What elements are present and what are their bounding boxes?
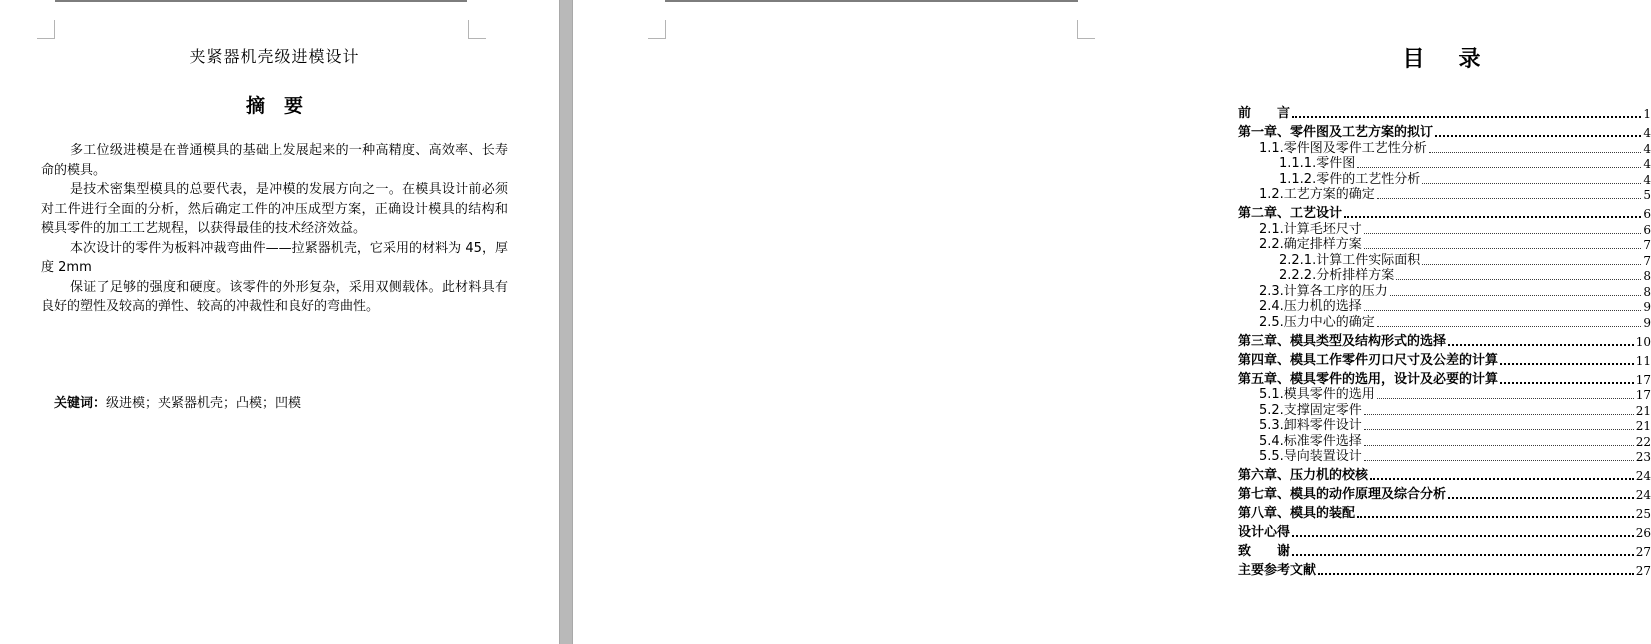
toc-entry[interactable]: [1238, 140, 1651, 156]
toc-entry[interactable]: [1238, 102, 1651, 121]
toc-entry[interactable]: [1238, 449, 1651, 465]
toc-entry-label: 5.4.标准零件选择: [1259, 433, 1362, 449]
toc-dot-leader: [1357, 516, 1634, 518]
toc-entry-label: 设计心得: [1238, 525, 1291, 540]
page-gap: [559, 0, 573, 644]
toc-dot-leader: [1364, 414, 1634, 415]
toc-entry-page-number: 24: [1635, 488, 1651, 502]
toc-entry-label: 2.1.计算毛坯尺寸: [1259, 221, 1362, 237]
toc-dot-leader: [1370, 478, 1634, 480]
toc-entry-label: 第五章、模具零件的选用，设计及必要的计算: [1238, 371, 1499, 387]
toc-entry-page-number: 11: [1635, 353, 1651, 368]
toc-entry-label: 第一章、零件图及工艺方案的拟订: [1238, 125, 1434, 140]
abstract-body: [41, 141, 508, 317]
toc-entry[interactable]: [1238, 171, 1651, 187]
toc-dot-leader: [1377, 326, 1642, 327]
toc-entry[interactable]: [1238, 464, 1651, 483]
toc-entry-label: 1.1.1.零件图: [1279, 156, 1356, 171]
toc-entry-label: 第二章、工艺设计: [1238, 206, 1343, 221]
toc-entry-page-number: 4: [1643, 141, 1651, 156]
toc-entry-page-number: 27: [1635, 564, 1651, 578]
toc-entry-page-number: 27: [1635, 545, 1651, 559]
toc-dot-leader: [1292, 554, 1634, 556]
toc-entry-page-number: 9: [1643, 315, 1651, 330]
toc-dot-leader: [1364, 233, 1642, 234]
toc-entry[interactable]: [1238, 202, 1651, 221]
crop-mark-left-page-top-left: [37, 20, 55, 39]
toc-dot-leader: [1500, 363, 1634, 365]
toc-entry[interactable]: [1238, 433, 1651, 449]
toc-entry[interactable]: [1238, 330, 1651, 349]
toc-entry-page-number: 4: [1643, 126, 1651, 140]
abstract-paragraph-1: 多工位级进模是在普通模具的基础上发展起来的一种高精度、高效率、长寿命的模具。: [41, 143, 508, 178]
toc-entry-page-number: 7: [1643, 253, 1651, 268]
toc-dot-leader: [1422, 183, 1641, 184]
abstract-paragraph-2: 是技术密集型模具的总要代表，是冲模的发展方向之一。在模具设计前必须对工件进行全面的分析，然后确定工件的冲压成型方案，正确设计模具的结构和模具零件的加工工艺规程，以获得最佳的技术经济效益。: [41, 182, 508, 236]
toc-entry-page-number: 5: [1643, 188, 1651, 202]
toc-entry-page-number: 25: [1635, 507, 1651, 521]
toc-entry-page-number: 1: [1643, 107, 1651, 121]
toc-dot-leader: [1364, 248, 1642, 249]
page-abstract: [0, 0, 559, 644]
toc-dot-leader: [1364, 429, 1634, 430]
toc-dot-leader: [1435, 135, 1641, 137]
keywords-label: 关键词：: [54, 396, 107, 411]
toc-entry-label: 致 谢: [1238, 544, 1291, 559]
toc-entry-label: 第七章、模具的动作原理及综合分析: [1238, 487, 1447, 502]
toc-entry-label: 第八章、模具的装配: [1238, 506, 1356, 521]
toc-entry-page-number: 22: [1635, 434, 1651, 449]
crop-mark-right-page-top-right: [1077, 20, 1095, 39]
abstract-heading: 摘 要: [245, 95, 303, 117]
toc-dot-leader: [1500, 382, 1634, 384]
toc-entry-label: 5.5.导向装置设计: [1259, 449, 1362, 464]
toc-entry-label: 2.4.压力机的选择: [1259, 299, 1362, 314]
toc-entry-page-number: 4: [1643, 172, 1651, 187]
toc-dot-leader: [1318, 573, 1634, 575]
keywords-text: 级进模；夹紧器机壳；凸模；凹模: [106, 396, 302, 411]
toc-entry[interactable]: [1238, 299, 1651, 315]
toc-entry-page-number: 24: [1635, 469, 1651, 483]
toc-entry-page-number: 8: [1643, 269, 1651, 283]
toc-entry-label: 前 言: [1238, 106, 1291, 121]
toc-entry[interactable]: [1238, 268, 1651, 284]
toc-entry-label: 2.5.压力中心的确定: [1259, 314, 1375, 330]
toc-dot-leader: [1448, 344, 1634, 346]
toc-entry[interactable]: [1238, 559, 1651, 578]
toc-entry-label: 第四章、模具工作零件刃口尺寸及公差的计算: [1238, 352, 1499, 368]
toc-entry-label: 2.2.1.计算工件实际面积: [1279, 252, 1421, 268]
toc-entry-label: 1.1.2.零件的工艺性分析: [1279, 171, 1421, 187]
toc-entry-label: 2.2.确定排样方案: [1259, 237, 1362, 252]
toc-dot-leader: [1377, 198, 1642, 199]
toc-entry-label: 第三章、模具类型及结构形式的选择: [1238, 333, 1447, 349]
document-title: 夹紧器机壳级进模设计: [189, 47, 360, 66]
toc-entry[interactable]: [1238, 237, 1651, 253]
toc-entry-page-number: 4: [1643, 157, 1651, 171]
toc-dot-leader: [1292, 116, 1641, 118]
toc-entry[interactable]: [1238, 521, 1651, 540]
toc-entry[interactable]: [1238, 314, 1651, 330]
toc-entry[interactable]: [1238, 121, 1651, 140]
toc-list: [1238, 102, 1651, 578]
toc-entry-page-number: 8: [1643, 284, 1651, 299]
toc-entry-label: 5.1.模具零件的选用: [1259, 387, 1375, 402]
page-toc: [573, 0, 1651, 644]
toc-dot-leader: [1364, 445, 1634, 446]
toc-entry[interactable]: [1238, 156, 1651, 172]
toc-entry[interactable]: [1238, 252, 1651, 268]
toc-entry[interactable]: [1238, 418, 1651, 434]
toc-entry-page-number: 9: [1643, 300, 1651, 314]
toc-entry-label: 1.1.零件图及零件工艺性分析: [1259, 140, 1427, 156]
crop-mark-right-page-top-left: [648, 20, 666, 39]
toc-entry-label: 主要参考文献: [1238, 563, 1317, 578]
toc-entry-label: 5.3.卸料零件设计: [1259, 418, 1362, 433]
toc-entry[interactable]: [1238, 387, 1651, 403]
toc-entry-page-number: 10: [1635, 334, 1651, 349]
keywords-line: [41, 392, 508, 411]
toc-entry[interactable]: [1238, 402, 1651, 418]
toc-entry[interactable]: [1238, 349, 1651, 368]
abstract-paragraph-4: 保证了足够的强度和硬度。该零件的外形复杂，采用双侧载体。此材料具有良好的塑性及较高的弹性、较高的冲裁性和良好的弯曲性。: [41, 279, 508, 314]
toc-dot-leader: [1429, 152, 1642, 153]
toc-entry[interactable]: [1238, 187, 1651, 203]
toc-entry-label: 2.2.2.分析排样方案: [1279, 268, 1395, 283]
toc-dot-leader: [1377, 398, 1634, 399]
toc-entry[interactable]: [1238, 502, 1651, 521]
toc-entry-page-number: 21: [1635, 419, 1651, 433]
toc-dot-leader: [1364, 460, 1634, 461]
abstract-paragraph-3: 本次设计的零件为板料冲裁弯曲件——拉紧器机壳，它采用的材料为 45，厚度 2mm: [41, 240, 508, 275]
toc-dot-leader: [1448, 497, 1634, 499]
crop-mark-left-page-top-right: [468, 20, 486, 39]
page-top-boundary-left: [55, 0, 467, 2]
toc-entry[interactable]: [1238, 221, 1651, 237]
toc-dot-leader: [1390, 295, 1642, 296]
toc-entry-label: 1.2.工艺方案的确定: [1259, 187, 1375, 202]
toc-entry-label: 第六章、压力机的校核: [1238, 468, 1369, 483]
toc-entry-page-number: 21: [1635, 403, 1651, 418]
page-top-boundary-right: [665, 0, 1078, 2]
toc-entry-page-number: 17: [1635, 388, 1651, 402]
toc-entry-page-number: 23: [1635, 450, 1651, 464]
toc-entry-page-number: 7: [1643, 238, 1651, 252]
toc-entry-page-number: 26: [1635, 526, 1651, 540]
toc-entry[interactable]: [1238, 540, 1651, 559]
toc-entry-label: 2.3.计算各工序的压力: [1259, 283, 1388, 299]
toc-dot-leader: [1364, 310, 1642, 311]
toc-entry-page-number: 17: [1635, 372, 1651, 387]
toc-dot-leader: [1357, 167, 1641, 168]
toc-entry[interactable]: [1238, 483, 1651, 502]
toc-title: 目 录: [1402, 47, 1487, 72]
toc-entry-page-number: 6: [1643, 222, 1651, 237]
toc-entry[interactable]: [1238, 283, 1651, 299]
toc-entry[interactable]: [1238, 368, 1651, 387]
toc-entry-page-number: 6: [1643, 207, 1651, 221]
toc-dot-leader: [1344, 216, 1641, 218]
toc-dot-leader: [1396, 279, 1641, 280]
toc-dot-leader: [1422, 264, 1641, 265]
toc-dot-leader: [1292, 535, 1634, 537]
toc-entry-label: 5.2.支撑固定零件: [1259, 402, 1362, 418]
